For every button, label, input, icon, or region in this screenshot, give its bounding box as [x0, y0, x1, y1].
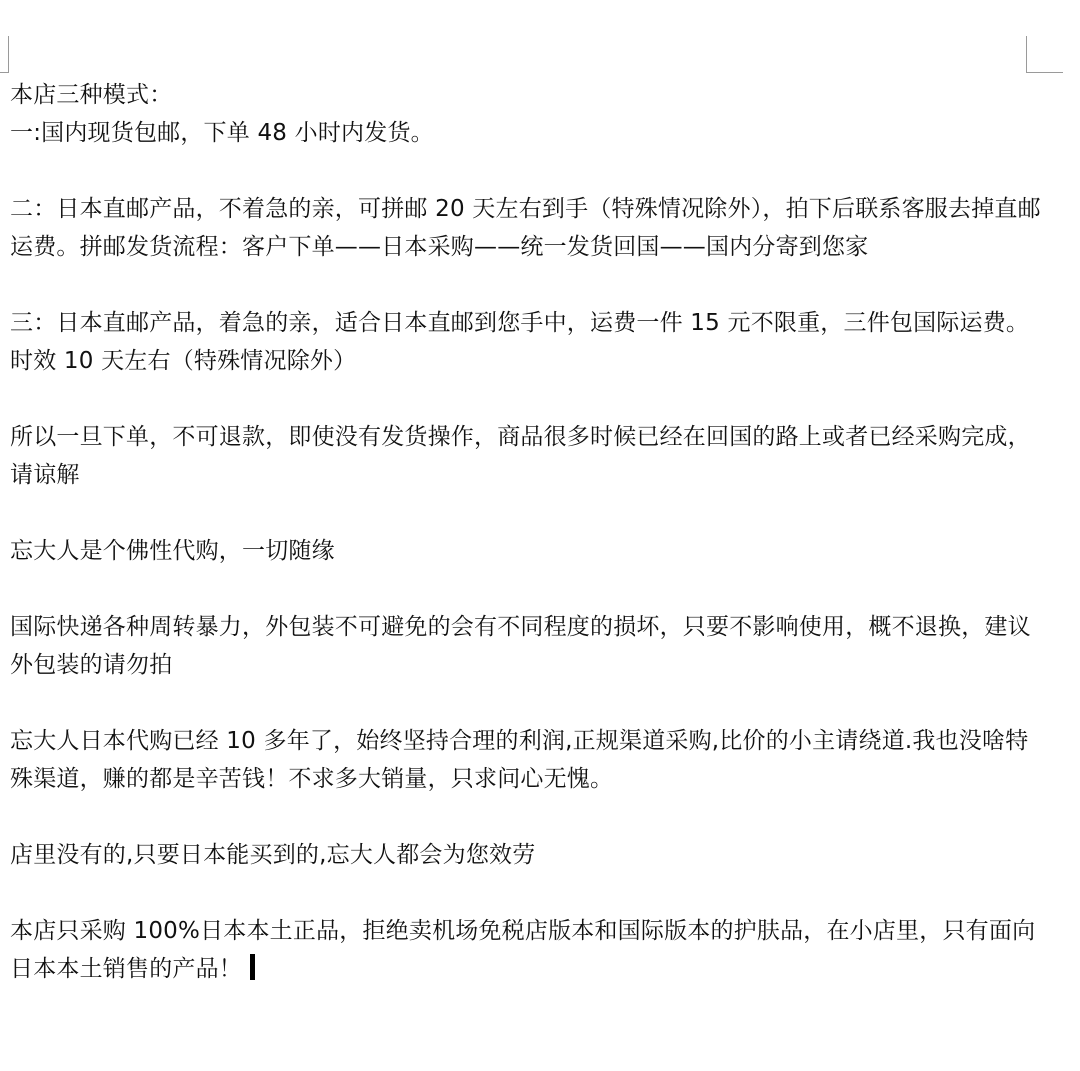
document-body[interactable]: [10, 76, 1050, 988]
paragraph-mode-1: 一:国内现货包邮，下单 48 小时内发货。: [10, 120, 434, 146]
text-cursor: [250, 954, 255, 980]
crop-mark-right: [1026, 36, 1063, 73]
paragraph-buddhist: 忘大人是个佛性代购，一切随缘: [10, 538, 335, 564]
paragraph-authentic: [10, 912, 1050, 988]
paragraph-mode-2: 二：日本直邮产品，不着急的亲，可拼邮 20 天左右到手（特殊情况除外），拍下后联系客服去掉直邮运费。拼邮发货流程：客户下单——日本采购——统一发货回国——国内分寄到您家: [10, 196, 1041, 260]
paragraph-service: 店里没有的,只要日本能买到的,忘大人都会为您效劳: [10, 842, 536, 868]
paragraph-title: 本店三种模式：: [10, 82, 173, 108]
paragraph-packaging: 国际快递各种周转暴力，外包装不可避免的会有不同程度的损坏，只要不影响使用，概不退换，建议外包装的请勿拍: [10, 614, 1031, 678]
paragraph-authentic-text: 本店只采购 100%日本本土正品，拒绝卖机场免税店版本和国际版本的护肤品，在小店里，只有面向日本本土销售的产品！: [10, 918, 1036, 982]
paragraph-no-refund: 所以一旦下单，不可退款，即使没有发货操作，商品很多时候已经在回国的路上或者已经采购完成，请谅解: [10, 424, 1031, 488]
paragraph-mode-3: 三：日本直邮产品，着急的亲，适合日本直邮到您手中，运费一件 15 元不限重，三件包国际运费。时效 10 天左右（特殊情况除外）: [10, 310, 1030, 374]
crop-mark-left: [0, 36, 9, 73]
paragraph-history: 忘大人日本代购已经 10 多年了，始终坚持合理的利润,正规渠道采购,比价的小主请绕道.我也没啥特殊渠道，赚的都是辛苦钱！不求多大销量，只求问心无愧。: [10, 728, 1029, 792]
